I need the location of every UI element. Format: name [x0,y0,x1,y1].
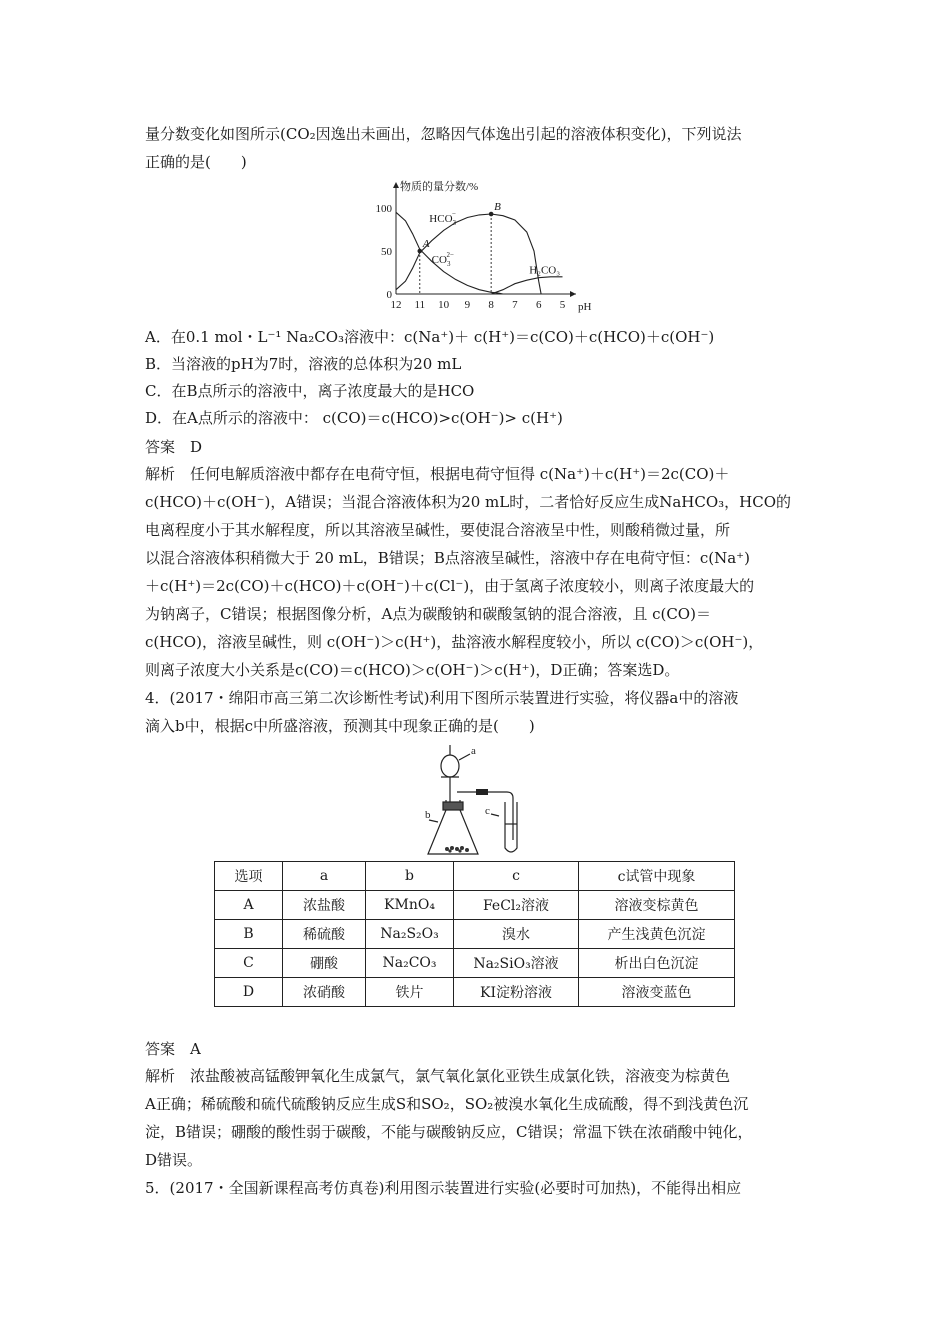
solid-particle [445,847,449,851]
table-header-cell: c [454,862,579,891]
y-axis-label: 物质的量分数/% [400,181,479,193]
table-header-cell: 选项 [215,862,283,891]
hco3-label-sup: − [452,209,456,218]
h2co3-curve [491,277,562,294]
x-tick-label: 11 [414,299,426,311]
funnel-bulb [441,755,459,777]
q4-analysis-line: 解析 浓盐酸被高锰酸钾氧化生成氯气，氯气氧化氯化亚铁生成氯化铁，溶液变为棕黄色 [145,1067,731,1085]
hco3-label-sub: 3 [452,218,457,227]
table-cell: FeCl₂溶液 [454,891,579,920]
table-row [215,949,735,978]
q3-analysis-line: 电离程度小于其水解程度，所以其溶液呈碱性，要使混合溶液呈中性，则酸稍微过量，所 [145,521,731,539]
table-cell: C [215,949,283,978]
delivery-tube-2 [487,792,513,840]
y-tick-label: 100 [375,203,392,215]
x-tick-label: 12 [390,299,402,311]
table-cell: 产生浅黄色沉淀 [579,920,735,949]
solid-particle [465,848,469,852]
q3-option-c: C．在B点所示的溶液中，离子浓度最大的是HCO [145,382,475,400]
q4-analysis-line: 淀，B错误；硼酸的酸性弱于碳酸，不能与碳酸钠反应，C错误；常温下铁在浓硝酸中钝化， [145,1123,753,1141]
table-cell: Na₂SiO₃溶液 [454,949,579,978]
table-cell: A [215,891,283,920]
table-row [215,920,735,949]
co3-label: $CO_32-$ [431,251,454,269]
q3-option-d: D．在A点所示的溶液中： c(CO)＝c(HCO)>c(OH⁻)> c(H⁺) [145,409,563,427]
table-cell: 铁片 [366,978,454,1007]
chart-series [396,209,563,294]
table-cell: 溶液变棕黄色 [579,891,735,920]
x-tick-label: 10 [438,299,450,311]
q3-option-b: B．当溶液的pH为7时，溶液的总体积为20 mL [145,355,462,373]
apparatus-diagram [425,744,535,856]
label-b: b [425,809,431,821]
q3-answer: 答案 D [145,438,203,456]
table-cell: 溶液变蓝色 [579,978,735,1007]
table-header-cell: c试管中现象 [579,862,735,891]
q3-option-a: A．在0.1 mol・L⁻¹ Na₂CO₃溶液中：c(Na⁺)＋ c(H⁺)＝c(CO)＋c(HCO)＋c(OH⁻) [145,328,715,346]
co3-label-sup: 2− [446,251,454,260]
point-label: A [422,238,430,250]
co3-label-sub: 3 [446,260,451,269]
q4-stem-line: 4．(2017・绵阳市高三第二次诊断性考试)利用下图所示装置进行实验，将仪器a中的溶液 [145,689,739,707]
q3-analysis-line: c(HCO)，溶液呈碱性，则 c(OH⁻)＞c(H⁺)，盐溶液水解程度较小，所以 c(CO)＞c(OH⁻)， [145,633,764,651]
point-label: B [494,201,501,214]
label-a: a [471,745,476,757]
solid-particle [455,847,459,851]
table-header-row [215,862,735,891]
x-tick-label: 8 [488,299,494,311]
y-tick-label: 0 [386,289,392,301]
q3-analysis-line: 则离子浓度大小关系是c(CO)＝c(HCO)＞c(OH⁻)＞c(H⁺)，D正确；答案选D。 [145,661,680,679]
rubber-stopper [443,802,463,810]
x-tick-label: 6 [535,299,542,311]
table-cell: 浓盐酸 [283,891,366,920]
table-row [215,891,735,920]
q3-analysis-line: 为钠离子，C错误；根据图像分析，A点为碳酸钠和碳酸氢钠的混合溶液，且 c(CO)＝ [145,605,711,623]
x-tick-label: 9 [464,299,471,311]
chart-labels [376,179,592,313]
label-c: c [485,805,490,817]
q3-analysis-line: 以混合溶液体积稍微大于 20 mL，B错误；B点溶液呈碱性，溶液中存在电荷守恒：c(Na⁺) [145,549,750,567]
table-cell: KMnO₄ [366,891,454,920]
solid-particle [458,849,461,852]
options-table [214,861,735,1007]
chart-axes [393,182,576,297]
intro-line-1: 量分数变化如图所示(CO₂因逸出未画出，忽略因气体逸出引起的溶液体积变化)，下列说法 [145,125,742,143]
table-cell: KI淀粉溶液 [454,978,579,1007]
table-cell: B [215,920,283,949]
table-cell: 硼酸 [283,949,366,978]
y-tick-label: 50 [381,246,392,258]
table-cell: 溴水 [454,920,579,949]
hco3-label: $HCO_3-$ [429,209,457,227]
y-axis-arrow [393,182,399,188]
x-tick-label: 7 [512,299,518,311]
solid-particle [450,846,454,850]
table-cell: 析出白色沉淀 [579,949,735,978]
q4-stem-line: 滴入b中，根据c中所盛溶液，预测其中现象正确的是( ) [145,717,535,735]
q4-analysis-line: D错误。 [145,1151,203,1169]
label-a-leader [459,754,470,760]
test-tube [505,802,517,852]
table-header-cell: a [283,862,366,891]
table-header-cell: b [366,862,454,891]
label-c-leader [491,814,499,816]
h2co3-label: H₂CO₃ [529,264,561,277]
table-cell: Na₂S₂O₃ [366,920,454,949]
q4-answer: 答案 A [145,1040,201,1058]
table-cell: 浓硝酸 [283,978,366,1007]
q3-analysis-line: 解析 任何电解质溶液中都存在电荷守恒，根据电荷守恒得 c(Na⁺)＋c(H⁺)＝2c(CO)＋ [145,465,730,483]
table-row [215,978,735,1007]
intro-line-2: 正确的是( ) [145,153,247,171]
x-axis-label: pH [578,301,592,313]
species-fraction-chart [368,176,592,318]
x-tick-label: 5 [559,299,566,311]
point-b [489,212,494,217]
x-axis-arrow [570,291,576,297]
q3-analysis-line: ＋c(H⁺)＝2c(CO)＋c(HCO)＋c(OH⁻)＋c(Cl⁻)，由于氢离子浓度较小，则离子浓度最大的 [145,577,755,595]
table-cell: D [215,978,283,1007]
point-a [417,249,422,254]
solid-particle [448,849,451,852]
q4-analysis-line: A正确；稀硫酸和硫代硫酸钠反应生成S和SO₂，SO₂被溴水氧化生成硫酸，得不到浅黄色沉 [145,1095,749,1113]
tube-connector [476,789,488,795]
table-cell: Na₂CO₃ [366,949,454,978]
table-cell: 稀硫酸 [283,920,366,949]
solid-particle [460,846,464,850]
q3-analysis-line: c(HCO)＋c(OH⁻)，A错误；当混合溶液体积为20 mL时，二者恰好反应生成NaHCO₃，HCO的 [145,493,792,511]
q5-stem: 5．(2017・全国新课程高考仿真卷)利用图示装置进行实验(必要时可加热)，不能得出相应 [145,1179,742,1197]
